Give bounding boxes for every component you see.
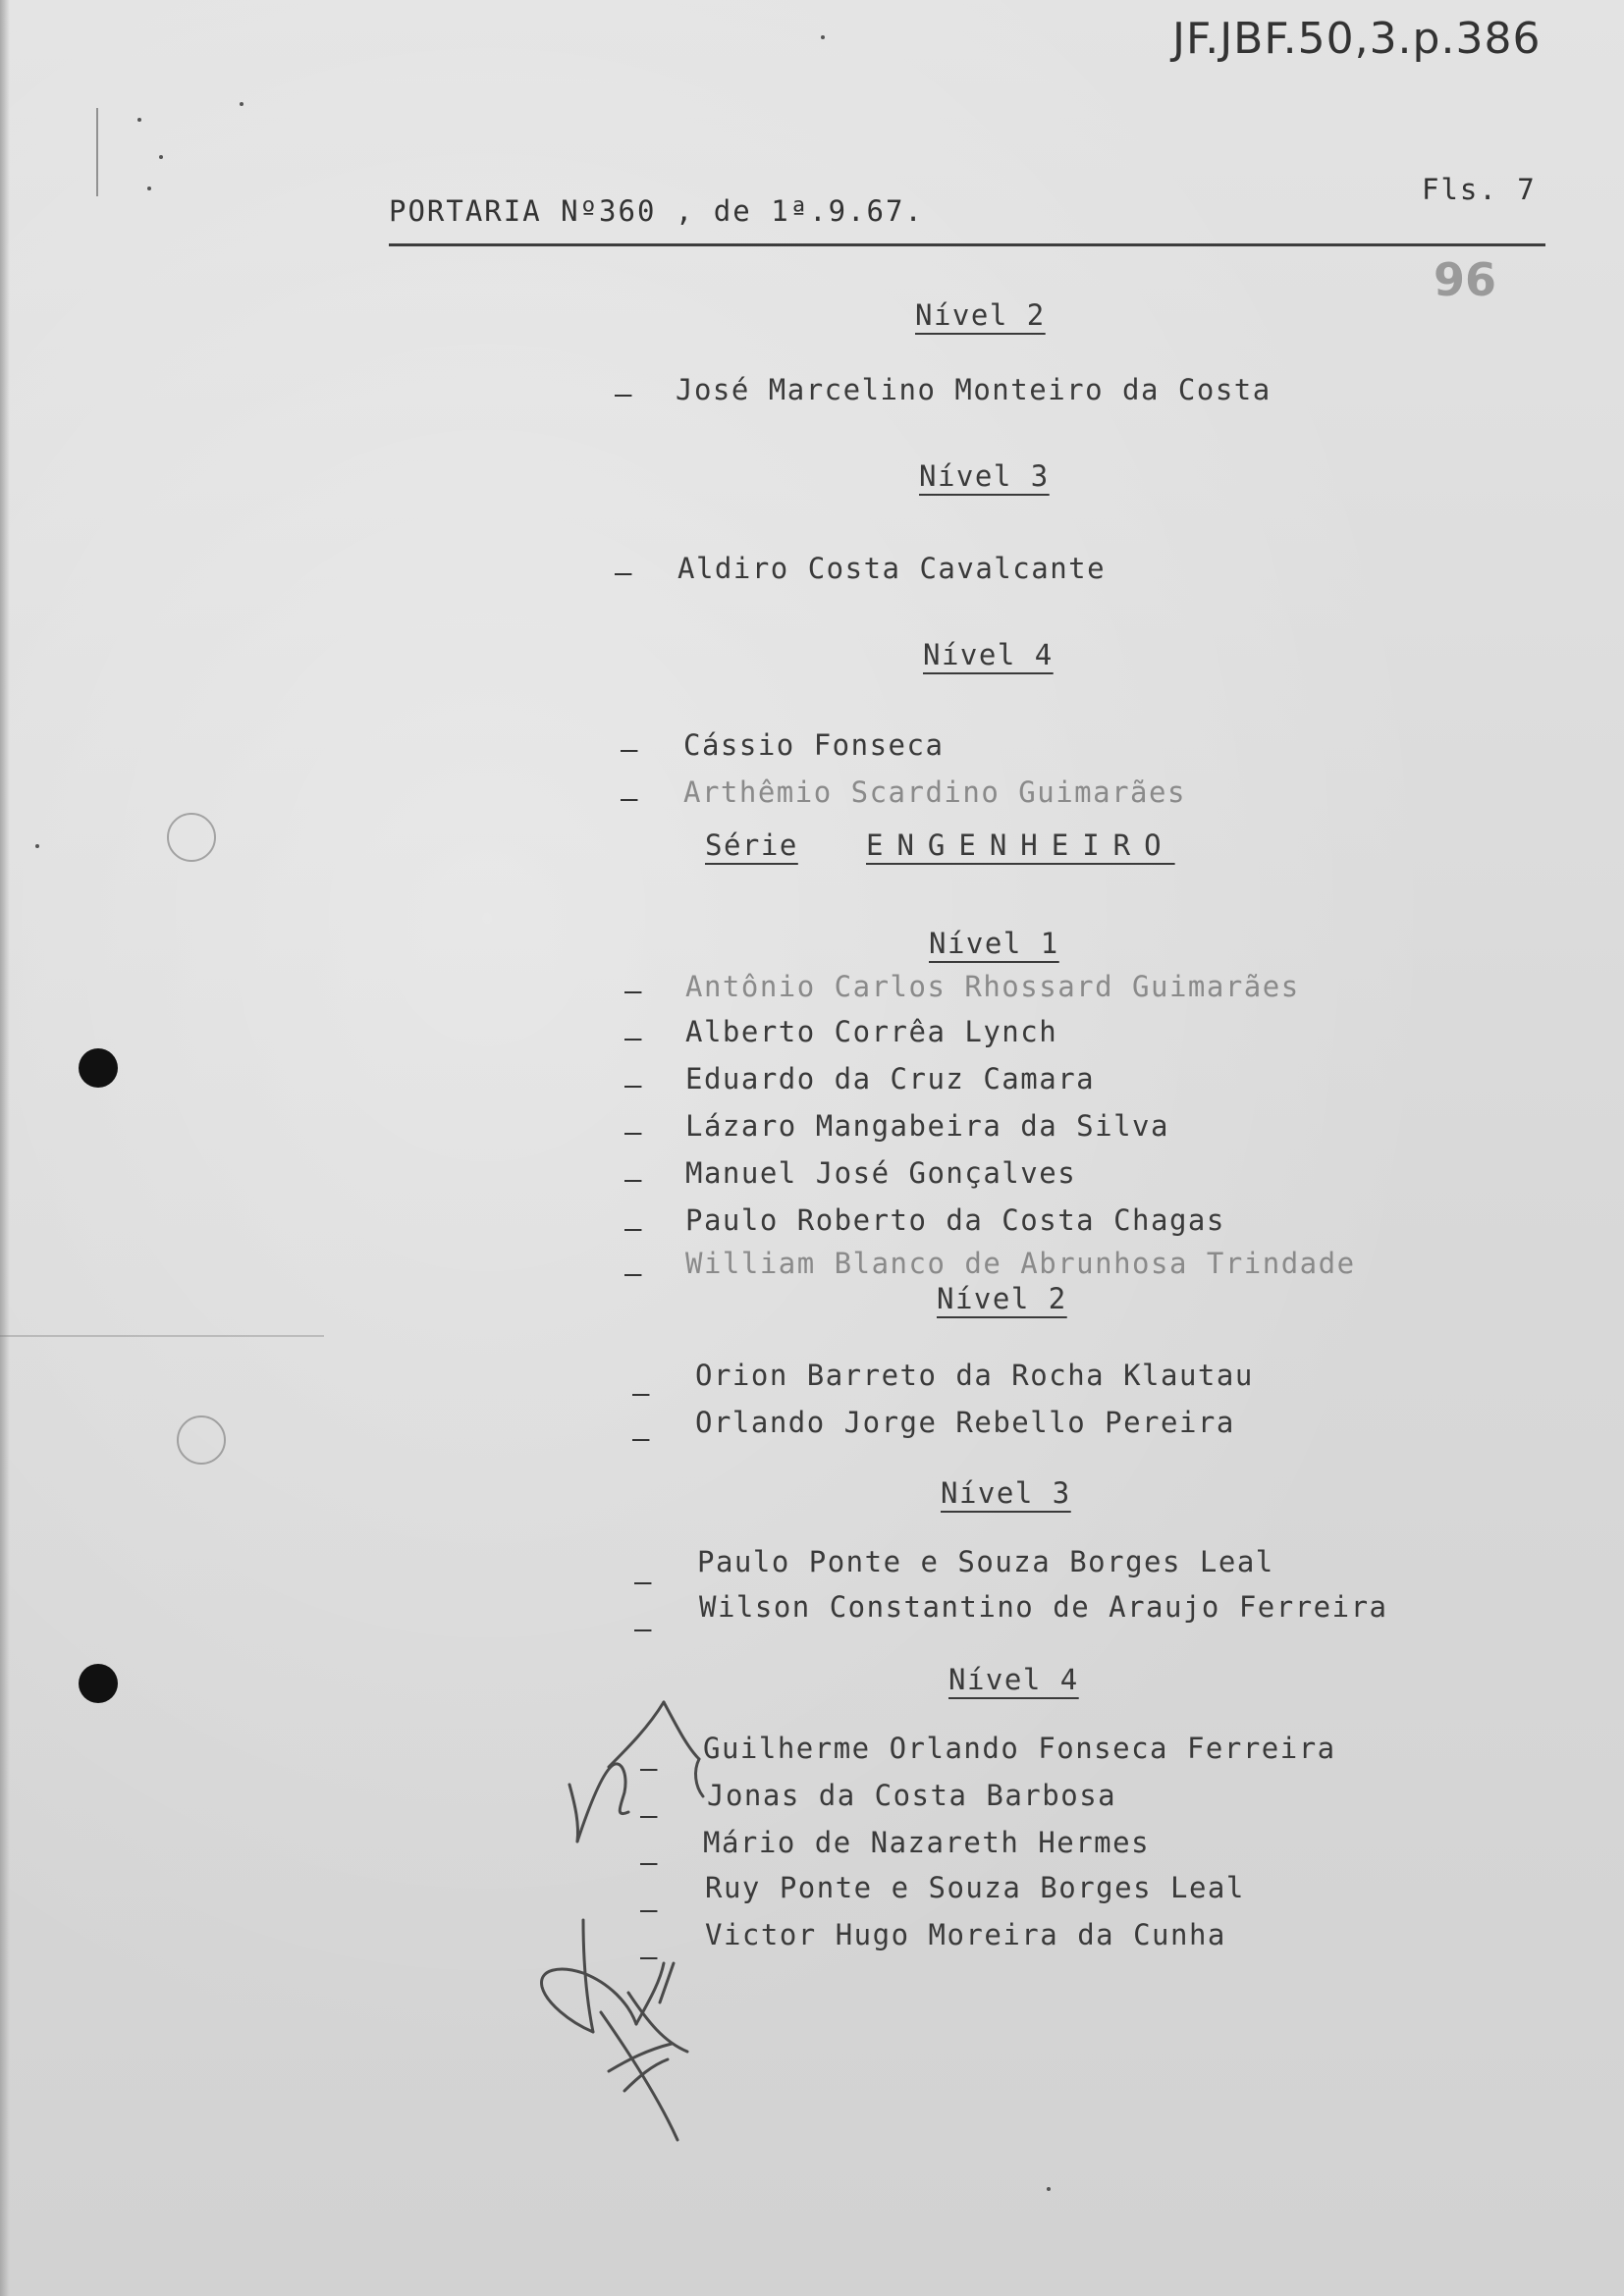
list-item: Paulo Roberto da Costa Chagas — [685, 1203, 1225, 1237]
list-dash: – — [621, 781, 638, 815]
list-dash: – — [624, 1162, 642, 1196]
list-item: Orion Barreto da Rocha Klautau — [695, 1359, 1254, 1392]
list-dash: – — [624, 974, 642, 1007]
list-item: Arthêmio Scardino Guimarães — [683, 775, 1186, 809]
list-dash: – — [624, 1021, 642, 1054]
serie-title: ENGENHEIRO — [866, 828, 1175, 862]
list-item: Lázaro Mangabeira da Silva — [685, 1109, 1169, 1143]
section-heading: Nível 4 — [923, 638, 1054, 671]
list-item: José Marcelino Monteiro da Costa — [676, 373, 1272, 406]
list-item: Cássio Fonseca — [683, 728, 945, 762]
list-item: Eduardo da Cruz Camara — [685, 1062, 1096, 1095]
list-dash: – — [632, 1421, 650, 1455]
section-heading: Nível 2 — [937, 1282, 1067, 1315]
section-heading: Nível 3 — [919, 459, 1050, 493]
list-dash: – — [615, 377, 632, 410]
list-item: Jonas da Costa Barbosa — [707, 1779, 1117, 1812]
list-item: Guilherme Orlando Fonseca Ferreira — [703, 1732, 1336, 1765]
list-dash: – — [640, 1940, 658, 1973]
list-item: Manuel José Gonçalves — [685, 1156, 1077, 1190]
list-item: Mário de Nazareth Hermes — [703, 1826, 1151, 1859]
list-item: Victor Hugo Moreira da Cunha — [705, 1918, 1226, 1951]
list-dash: – — [624, 1115, 642, 1148]
list-item: Wilson Constantino de Araujo Ferreira — [699, 1590, 1388, 1624]
section-heading: Nível 3 — [941, 1476, 1071, 1510]
list-dash: – — [640, 1893, 658, 1926]
folio-label: Fls. 7 — [1422, 173, 1537, 206]
list-item: Ruy Ponte e Souza Borges Leal — [705, 1871, 1245, 1904]
section-heading: Nível 2 — [915, 298, 1046, 332]
section-heading: Nível 1 — [929, 927, 1059, 960]
folio-stamp: 96 — [1434, 253, 1497, 306]
serie-label: Série — [705, 828, 798, 862]
list-item: Antônio Carlos Rhossard Guimarães — [685, 970, 1300, 1003]
list-item: Paulo Ponte e Souza Borges Leal — [697, 1545, 1274, 1578]
list-dash: – — [634, 1565, 652, 1598]
list-dash: – — [634, 1612, 652, 1645]
list-dash: – — [640, 1751, 658, 1785]
list-dash: – — [632, 1376, 650, 1410]
list-dash: – — [624, 1211, 642, 1245]
list-dash: – — [624, 1256, 642, 1290]
section-heading: Nível 4 — [948, 1663, 1079, 1696]
list-dash: – — [615, 556, 632, 589]
list-dash: – — [640, 1798, 658, 1832]
list-dash: – — [624, 1068, 642, 1101]
archive-reference: JF.JBF.50,3.p.386 — [1172, 14, 1542, 64]
list-item: Orlando Jorge Rebello Pereira — [695, 1406, 1235, 1439]
list-dash: – — [621, 732, 638, 766]
list-dash: – — [640, 1845, 658, 1879]
portaria-header: PORTARIA Nº360 , de 1ª.9.67. — [389, 194, 924, 228]
list-item: William Blanco de Abrunhosa Trindade — [685, 1247, 1356, 1280]
list-item: Aldiro Costa Cavalcante — [677, 552, 1107, 585]
list-item: Alberto Corrêa Lynch — [685, 1015, 1058, 1048]
